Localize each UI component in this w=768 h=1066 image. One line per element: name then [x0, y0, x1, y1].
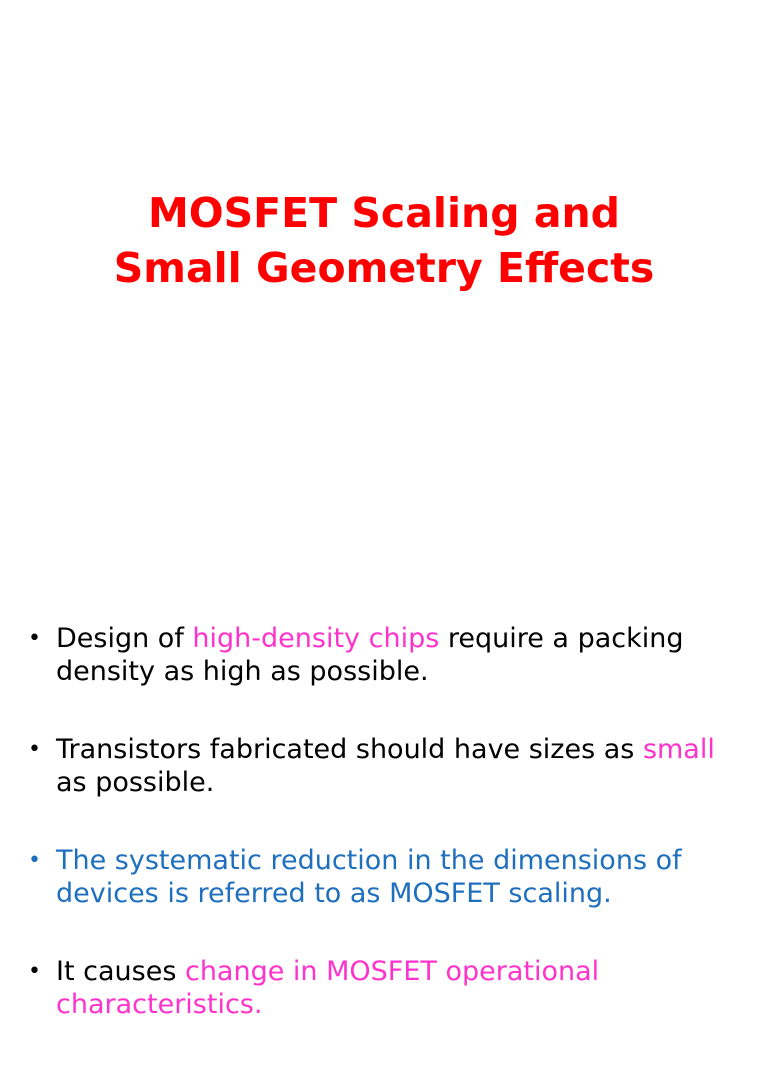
bullet-text: Transistors fabricated should have sizes as — [56, 734, 643, 765]
highlight-text: change in MOSFET operational characteristics. — [56, 956, 600, 1020]
bullet-text: The systematic reduction in the dimensions of devices is referred to as MOSFET scaling. — [56, 845, 682, 909]
bullet-list — [28, 622, 748, 1066]
bullet-icon: • — [28, 737, 41, 762]
highlight-text: high-density chips — [192, 623, 440, 654]
highlight-text: small — [642, 734, 715, 765]
title-line-1: MOSFET Scaling and — [147, 189, 621, 237]
bullet-item-density — [28, 622, 748, 688]
title-line-2: Small Geometry Effects — [113, 244, 655, 292]
bullet-text: as possible. — [56, 767, 215, 798]
bullet-item-transistor-size — [28, 733, 748, 799]
bullet-icon: • — [28, 959, 41, 984]
bullet-item-scaling-definition — [28, 844, 748, 910]
bullet-item-effects — [28, 955, 748, 1021]
bullet-icon: • — [28, 848, 41, 873]
bullet-text: Design of — [56, 623, 193, 654]
slide-title — [0, 186, 768, 296]
bullet-icon: • — [28, 626, 41, 651]
bullet-text: require a packing density as high as possible. — [56, 623, 684, 687]
bullet-text: It causes — [56, 956, 185, 987]
